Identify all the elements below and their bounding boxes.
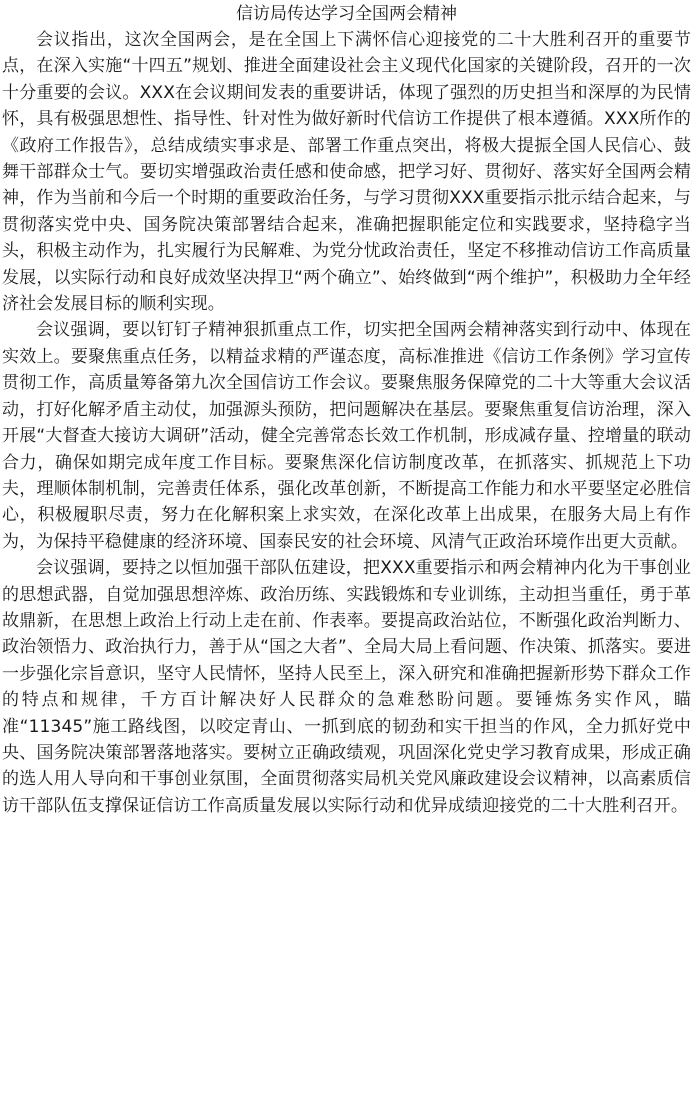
paragraph-3: 会议强调，要持之以恒加强干部队伍建设，把XXX重要指示和两会精神内化为干事创业的思想武器，自觉加强思想淬炼、政治历练、实践锻炼和专业训练，主动担当重任，勇于革故鼎新，在思想上政治上行动上走在前、作表率。要提高政治站位，不断强化政治判断力、政治领悟力、政治执行力，善于从“国之大者”、全局大局上看问题、作决策、抓落实。要进一步强化宗旨意识，坚守人民情怀，坚持人民至上，深入研究和准确把握新形势下群众工作的特点和规律，千方百计解决好人民群众的急难愁盼问题。要锤炼务实作风，瞄准“11345”施工路线图，以咬定青山、一抓到底的韧劲和实干担当的作风，全力抓好党中央、国务院决策部署落地落实。要树立正确政绩观，巩固深化党史学习教育成果，形成正确的选人用人导向和干事创业氛围，全面贯彻落实局机关党风廉政建设会议精神，以高素质信访干部队伍支撑保证信访工作高质量发展以实际行动和优异成绩迎接党的二十大胜利召开。	[2, 558, 691, 816]
paragraph-2: 会议强调，要以钉钉子精神狠抓重点工作，切实把全国两会精神落实到行动中、体现在实效上。要聚焦重点任务，以精益求精的严谨态度，高标准推进《信访工作条例》学习宣传贯彻工作，高质量筹备第九次全国信访工作会议。要聚焦服务保障党的二十大等重大会议活动，打好化解矛盾主动仗，加强源头预防，把问题解决在基层。要聚焦重复信访治理，深入开展“大督查大接访大调研”活动，健全完善常态长效工作机制，形成减存量、控增量的联动合力，确保如期完成年度工作目标。要聚焦深化信访制度改革，在抓落实、抓规范上下功夫，理顺体制机制，完善责任体系，强化改革创新，不断提高工作能力和水平要坚定必胜信心，积极履职尽责，努力在化解积案上求实效，在深化改革上出成果，在服务大局上有作为，为保持平稳健康的经济环境、国泰民安的社会环境、风清气正政治环境作出更大贡献。	[2, 320, 691, 552]
document-title: 信访局传达学习全国两会精神	[236, 4, 457, 24]
paragraph-1: 会议指出，这次全国两会，是在全国上下满怀信心迎接党的二十大胜利召开的重要节点，在深入实施“十四五”规划、推进全面建设社会主义现代化国家的关键阶段，召开的一次十分重要的会议。XXX在会议期间发表的重要讲话，体现了强烈的历史担当和深厚的为民情怀，具有极强思想性、指导性、针对性为做好新时代信访工作提供了根本遵循。XXX所作的《政府工作报告》，总结成绩实事求是、部署工作重点突出，将极大提振全国人民信心、鼓舞干部群众士气。要切实增强政治责任感和使命感，把学习好、贯彻好、落实好全国两会精神，作为当前和今后一个时期的重要政治任务，与学习贯彻XXX重要指示批示结合起来，与贯彻落实党中央、国务院决策部署结合起来，准确把握职能定位和实践要求，坚持稳字当头，积极主动作为，扎实履行为民解难、为党分忧政治责任，坚定不移推动信访工作高质量发展，以实际行动和良好成效坚决捍卫“两个确立”、始终做到“两个维护”，积极助力全年经济社会发展目标的顺利实现。	[2, 30, 691, 315]
